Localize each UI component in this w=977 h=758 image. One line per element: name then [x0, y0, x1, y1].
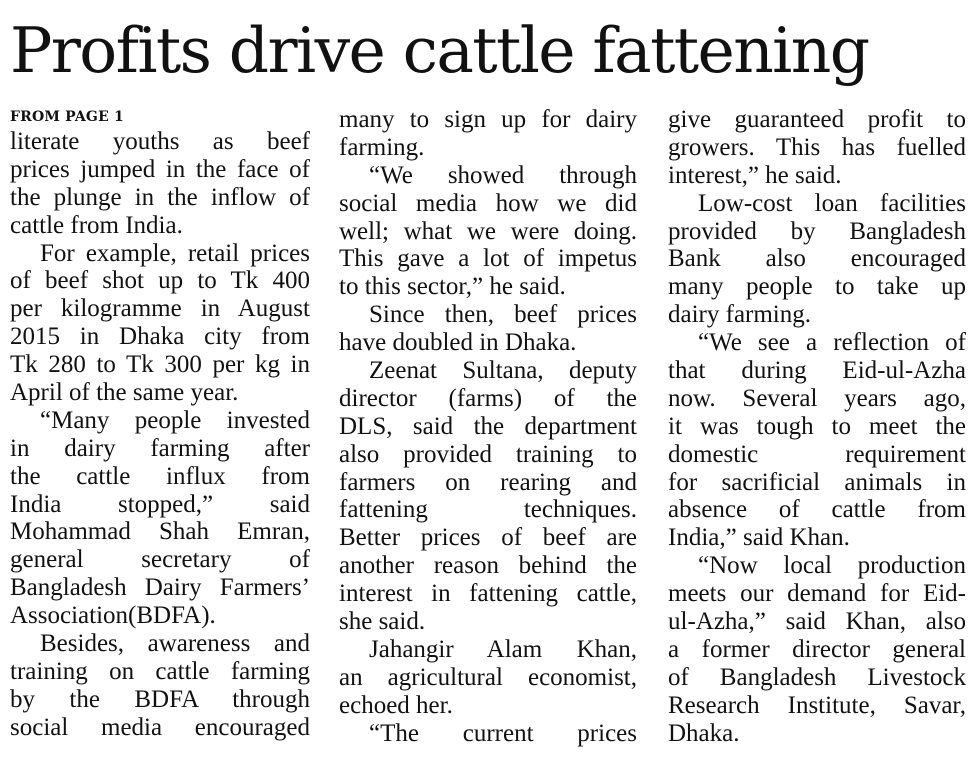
text-line: many to sign up for dairy [339, 106, 637, 133]
text-line: per kilogramme in August [10, 295, 310, 323]
text-line: provided by Bangladesh [668, 217, 966, 245]
text-line: Low-cost loan facilities [698, 189, 966, 217]
text-line: Research Institute, Savar, [668, 691, 966, 719]
text-line: Dhaka. [668, 719, 740, 747]
text-line: well; what we were doing. [339, 217, 637, 245]
text-line: DLS, said the department [339, 412, 637, 440]
text-line: interest in fattening cattle, [339, 580, 637, 608]
text-line: now. Several years ago, [668, 384, 966, 412]
text-line: general secretary of [10, 546, 310, 574]
text-line: in dairy farming after [10, 434, 310, 462]
text-line: “The current prices [369, 719, 637, 747]
text-line: of Bangladesh Livestock [668, 663, 966, 691]
text-line: Bank also encouraged [668, 245, 966, 273]
text-line: growers. This has fuelled [668, 133, 966, 161]
text-line: to this sector,” he said. [339, 273, 566, 301]
text-line: many people to take up [668, 273, 966, 301]
kicker: FROM PAGE 1 [10, 109, 124, 125]
headline: Profits drive cattle fattening [10, 14, 869, 87]
text-line: of beef shot up to Tk 400 [10, 267, 310, 295]
text-line: a former director general [668, 635, 966, 663]
text-line: meets our demand for Eid- [668, 580, 966, 608]
text-line: 2015 in Dhaka city from [10, 323, 310, 351]
text-line: This gave a lot of impetus [339, 245, 637, 273]
text-line: by the BDFA through [10, 685, 310, 713]
text-line: Besides, awareness and [40, 630, 310, 658]
text-line: also provided training to [339, 440, 637, 468]
text-line: that during Eid-ul-Azha [668, 357, 966, 385]
text-line: she said. [339, 608, 426, 636]
text-line: Mohammad Shah Emran, [10, 518, 310, 546]
text-line: an agricultural economist, [339, 663, 637, 691]
text-line: Bangladesh Dairy Farmers’ [10, 574, 310, 602]
text-line: farming. [339, 133, 425, 161]
text-line: it was tough to meet the [668, 412, 966, 440]
article-column-2 [339, 106, 637, 747]
text-line: “We see a reflection of [698, 329, 966, 357]
text-line: “We showed through [369, 161, 637, 189]
text-line: absence of cattle from [668, 496, 966, 524]
text-line: for sacrificial animals in [668, 468, 966, 496]
text-line: India,” said Khan. [668, 524, 850, 552]
text-line: Zeenat Sultana, deputy [369, 357, 637, 385]
text-line: the cattle influx from [10, 462, 310, 490]
text-line: prices jumped in the face of [10, 155, 310, 183]
article-column-1 [10, 106, 310, 742]
text-line: “Now local production [698, 552, 966, 580]
text-line: “Many people invested [40, 406, 310, 434]
text-line: have doubled in Dhaka. [339, 329, 577, 357]
text-line: fattening techniques. [339, 496, 637, 524]
text-line: Since then, beef prices [369, 301, 637, 329]
text-line: echoed her. [339, 691, 453, 719]
text-line: Tk 280 to Tk 300 per kg in [10, 351, 310, 379]
text-line: farmers on rearing and [339, 468, 637, 496]
article-column-3 [668, 106, 966, 747]
text-line: social media how we did [339, 189, 637, 217]
text-line: ul-Azha,” said Khan, also [668, 608, 966, 636]
text-line: cattle from India. [10, 211, 183, 239]
text-line: For example, retail prices [40, 239, 310, 267]
text-line: interest,” he said. [668, 161, 842, 189]
text-line: domestic requirement [668, 440, 966, 468]
text-line: training on cattle farming [10, 657, 310, 685]
text-line: literate youths as beef [10, 128, 310, 155]
text-line: India stopped,” said [10, 490, 310, 518]
text-line: social media encouraged [10, 713, 310, 741]
text-line: Better prices of beef are [339, 524, 637, 552]
text-line: Jahangir Alam Khan, [369, 635, 637, 663]
text-line: Association(BDFA). [10, 602, 216, 630]
text-line: the plunge in the inflow of [10, 183, 310, 211]
text-line: April of the same year. [10, 379, 239, 407]
text-line: dairy farming. [668, 301, 812, 329]
text-line: director (farms) of the [339, 384, 637, 412]
text-line: give guaranteed profit to [668, 106, 966, 133]
text-line: another reason behind the [339, 552, 637, 580]
